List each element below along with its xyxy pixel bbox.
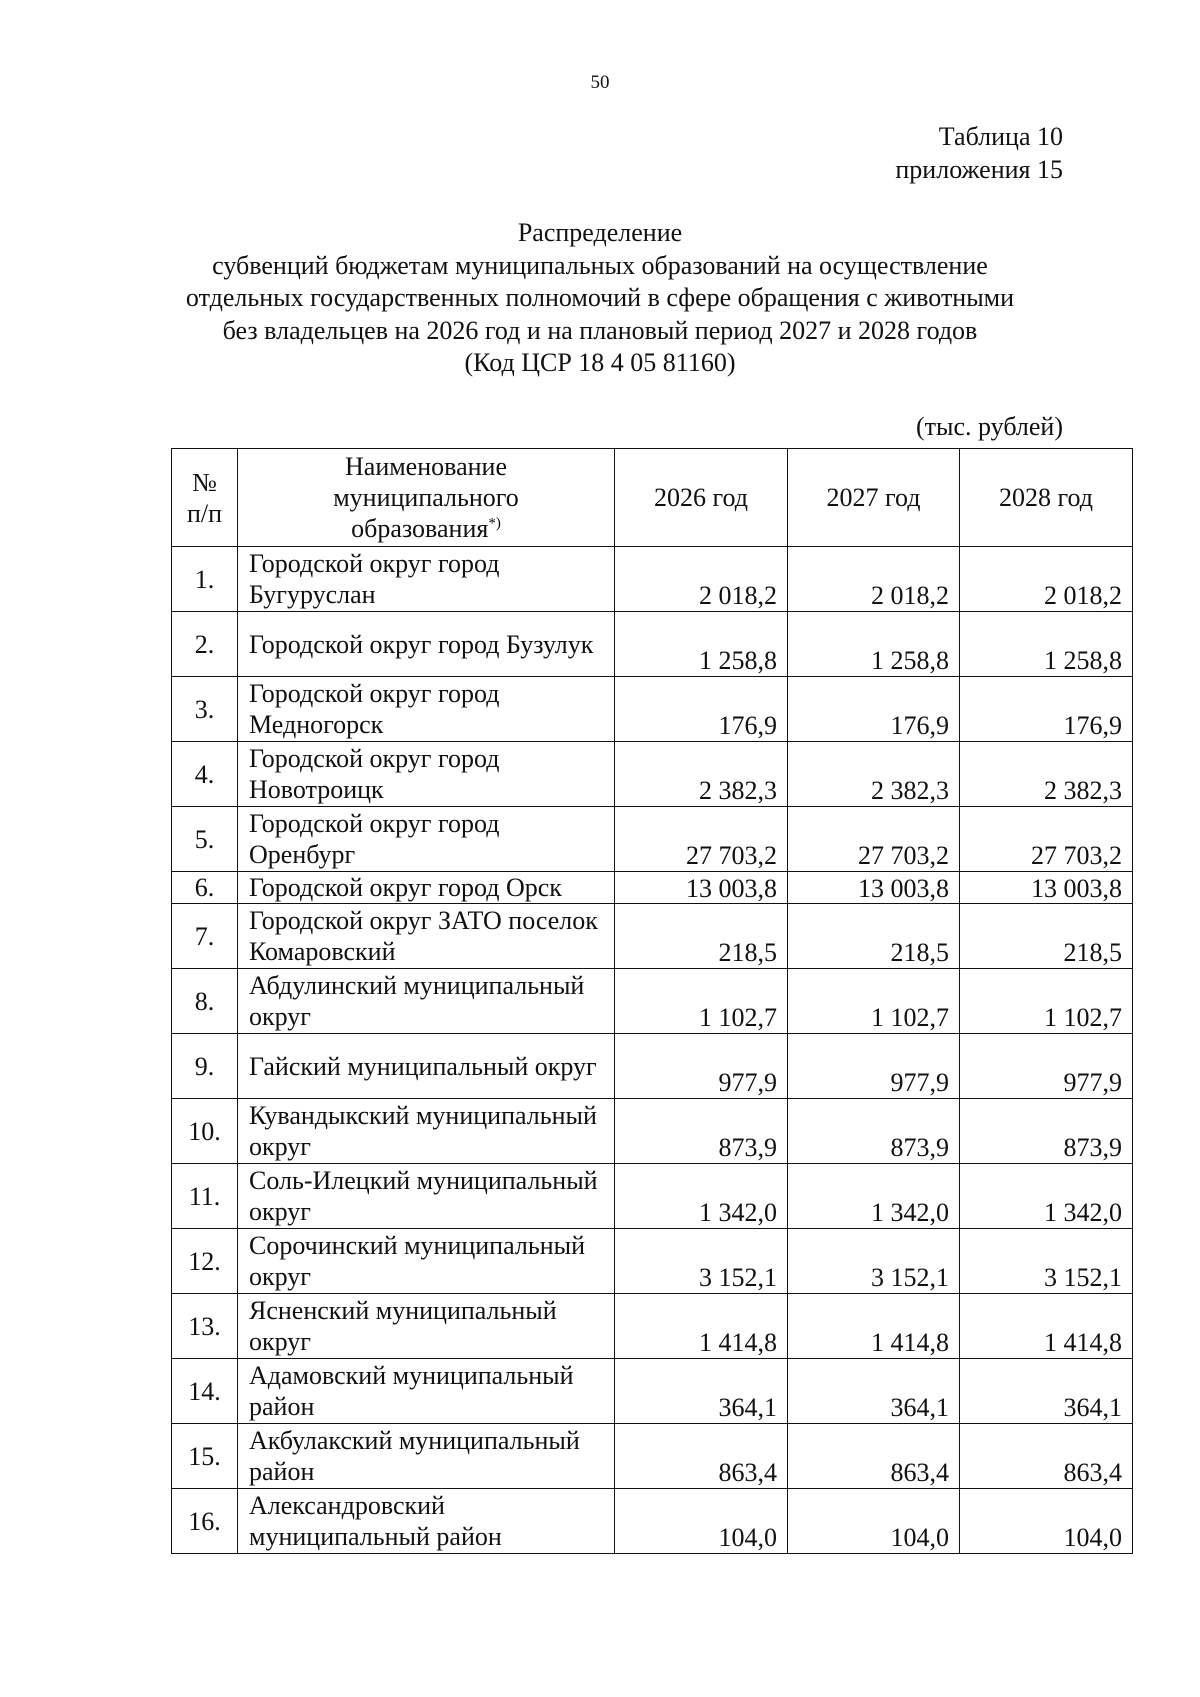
row-number: 11. <box>172 1164 238 1229</box>
row-number: 5. <box>172 807 238 872</box>
title-line-4: без владельцев на 2026 год и на плановый период 2027 и 2028 годов <box>222 315 978 345</box>
header-number-abbr: п/п <box>186 498 223 528</box>
table-row <box>172 1164 1133 1229</box>
municipality-name: Акбулакский муниципальный район <box>238 1424 615 1489</box>
table-row <box>172 1034 1133 1099</box>
header-name-line-1: Наименование <box>345 452 507 481</box>
table-header <box>172 449 1133 547</box>
table-row <box>172 742 1133 807</box>
value-2027: 364,1 <box>788 1359 960 1424</box>
subsidy-table <box>171 448 1133 1554</box>
value-2028: 218,5 <box>960 904 1133 969</box>
value-2026: 873,9 <box>615 1099 788 1164</box>
municipality-name: Сорочинский муниципальный округ <box>238 1229 615 1294</box>
value-2027: 2 018,2 <box>788 547 960 612</box>
value-2027: 27 703,2 <box>788 807 960 872</box>
value-2026: 104,0 <box>615 1489 788 1554</box>
value-2026: 1 342,0 <box>615 1164 788 1229</box>
row-number: 1. <box>172 547 238 612</box>
municipality-name: Кувандыкский муниципальный округ <box>238 1099 615 1164</box>
value-2027: 1 102,7 <box>788 969 960 1034</box>
header-name-line-3 <box>238 513 614 544</box>
value-2027: 13 003,8 <box>788 872 960 904</box>
value-2027: 1 342,0 <box>788 1164 960 1229</box>
page-number: 50 <box>590 72 610 93</box>
value-2028: 1 258,8 <box>960 612 1133 677</box>
table-row <box>172 612 1133 677</box>
header-2026: 2026 год <box>615 449 788 547</box>
header-name-line-2: муниципального <box>333 483 519 512</box>
municipality-name: Городской округ город Орск <box>238 872 615 904</box>
table-row <box>172 904 1133 969</box>
value-2028: 104,0 <box>960 1489 1133 1554</box>
value-2027: 1 258,8 <box>788 612 960 677</box>
row-number: 7. <box>172 904 238 969</box>
value-2027: 977,9 <box>788 1034 960 1099</box>
units-label: (тыс. рублей) <box>915 412 1063 441</box>
value-2028: 2 018,2 <box>960 547 1133 612</box>
table-row <box>172 872 1133 904</box>
value-2028: 1 342,0 <box>960 1164 1133 1229</box>
value-2028: 873,9 <box>960 1099 1133 1164</box>
table-reference-number: Таблица 10 <box>938 122 1063 151</box>
table-reference <box>895 120 1063 186</box>
value-2028: 1 414,8 <box>960 1294 1133 1359</box>
header-name-text: образования <box>351 514 489 543</box>
row-number: 9. <box>172 1034 238 1099</box>
value-2028: 977,9 <box>960 1034 1133 1099</box>
title-line-5: (Код ЦСР 18 4 05 81160) <box>464 348 736 377</box>
value-2026: 13 003,8 <box>615 872 788 904</box>
value-2026: 1 414,8 <box>615 1294 788 1359</box>
header-2028: 2028 год <box>960 449 1133 547</box>
row-number: 2. <box>172 612 238 677</box>
row-number: 6. <box>172 872 238 904</box>
header-2027: 2027 год <box>788 449 960 547</box>
municipality-name: Городской округ город Медногорск <box>238 677 615 742</box>
value-2027: 873,9 <box>788 1099 960 1164</box>
header-row <box>172 449 1133 547</box>
value-2028: 2 382,3 <box>960 742 1133 807</box>
municipality-name: Абдулинский муниципальный округ <box>238 969 615 1034</box>
table-row <box>172 807 1133 872</box>
municipality-name: Гайский муниципальный округ <box>238 1034 615 1099</box>
municipality-name: Городской округ город Бугуруслан <box>238 547 615 612</box>
municipality-name: Городской округ город Бузулук <box>238 612 615 677</box>
value-2027: 3 152,1 <box>788 1229 960 1294</box>
value-2028: 1 102,7 <box>960 969 1133 1034</box>
header-number-symbol: № <box>192 467 217 497</box>
row-number: 15. <box>172 1424 238 1489</box>
value-2028: 176,9 <box>960 677 1133 742</box>
row-number: 14. <box>172 1359 238 1424</box>
row-number: 10. <box>172 1099 238 1164</box>
header-footnote-mark: *) <box>488 515 501 532</box>
value-2026: 1 102,7 <box>615 969 788 1034</box>
row-number: 16. <box>172 1489 238 1554</box>
value-2026: 218,5 <box>615 904 788 969</box>
value-2028: 13 003,8 <box>960 872 1133 904</box>
value-2026: 863,4 <box>615 1424 788 1489</box>
value-2027: 2 382,3 <box>788 742 960 807</box>
value-2026: 176,9 <box>615 677 788 742</box>
municipality-name: Городской округ город Оренбург <box>238 807 615 872</box>
table-row <box>172 1229 1133 1294</box>
table-row <box>172 1294 1133 1359</box>
value-2028: 3 152,1 <box>960 1229 1133 1294</box>
title-line-1: Распределение <box>517 218 683 247</box>
municipality-name: Ясненский муниципальный округ <box>238 1294 615 1359</box>
value-2028: 863,4 <box>960 1424 1133 1489</box>
table-row <box>172 677 1133 742</box>
header-number <box>172 449 238 547</box>
row-number: 3. <box>172 677 238 742</box>
row-number: 4. <box>172 742 238 807</box>
table-row <box>172 547 1133 612</box>
table-row <box>172 1359 1133 1424</box>
row-number: 13. <box>172 1294 238 1359</box>
municipality-name: Александровский муниципальный район <box>238 1489 615 1554</box>
municipality-name: Соль-Илецкий муниципальный округ <box>238 1164 615 1229</box>
value-2026: 364,1 <box>615 1359 788 1424</box>
value-2027: 176,9 <box>788 677 960 742</box>
value-2027: 863,4 <box>788 1424 960 1489</box>
value-2026: 977,9 <box>615 1034 788 1099</box>
title-line-3: отдельных государственных полномочий в сфере обращения с животными <box>185 283 1015 312</box>
table-row <box>172 1424 1133 1489</box>
table-body <box>172 547 1133 1554</box>
municipality-name: Городской округ город Новотроицк <box>238 742 615 807</box>
municipality-name: Городской округ ЗАТО поселок Комаровский <box>238 904 615 969</box>
title-line-2: субвенций бюджетам муниципальных образований на осуществление <box>212 250 988 280</box>
value-2028: 27 703,2 <box>960 807 1133 872</box>
value-2026: 27 703,2 <box>615 807 788 872</box>
header-name <box>238 449 615 547</box>
value-2026: 2 382,3 <box>615 742 788 807</box>
table-row <box>172 1099 1133 1164</box>
value-2027: 1 414,8 <box>788 1294 960 1359</box>
table-reference-appendix: приложения 15 <box>895 155 1063 184</box>
value-2028: 364,1 <box>960 1359 1133 1424</box>
value-2026: 1 258,8 <box>615 612 788 677</box>
document-title <box>150 217 1050 380</box>
table-row <box>172 969 1133 1034</box>
row-number: 8. <box>172 969 238 1034</box>
table-row <box>172 1489 1133 1554</box>
municipality-name: Адамовский муниципальный район <box>238 1359 615 1424</box>
value-2026: 2 018,2 <box>615 547 788 612</box>
value-2027: 104,0 <box>788 1489 960 1554</box>
value-2026: 3 152,1 <box>615 1229 788 1294</box>
row-number: 12. <box>172 1229 238 1294</box>
value-2027: 218,5 <box>788 904 960 969</box>
